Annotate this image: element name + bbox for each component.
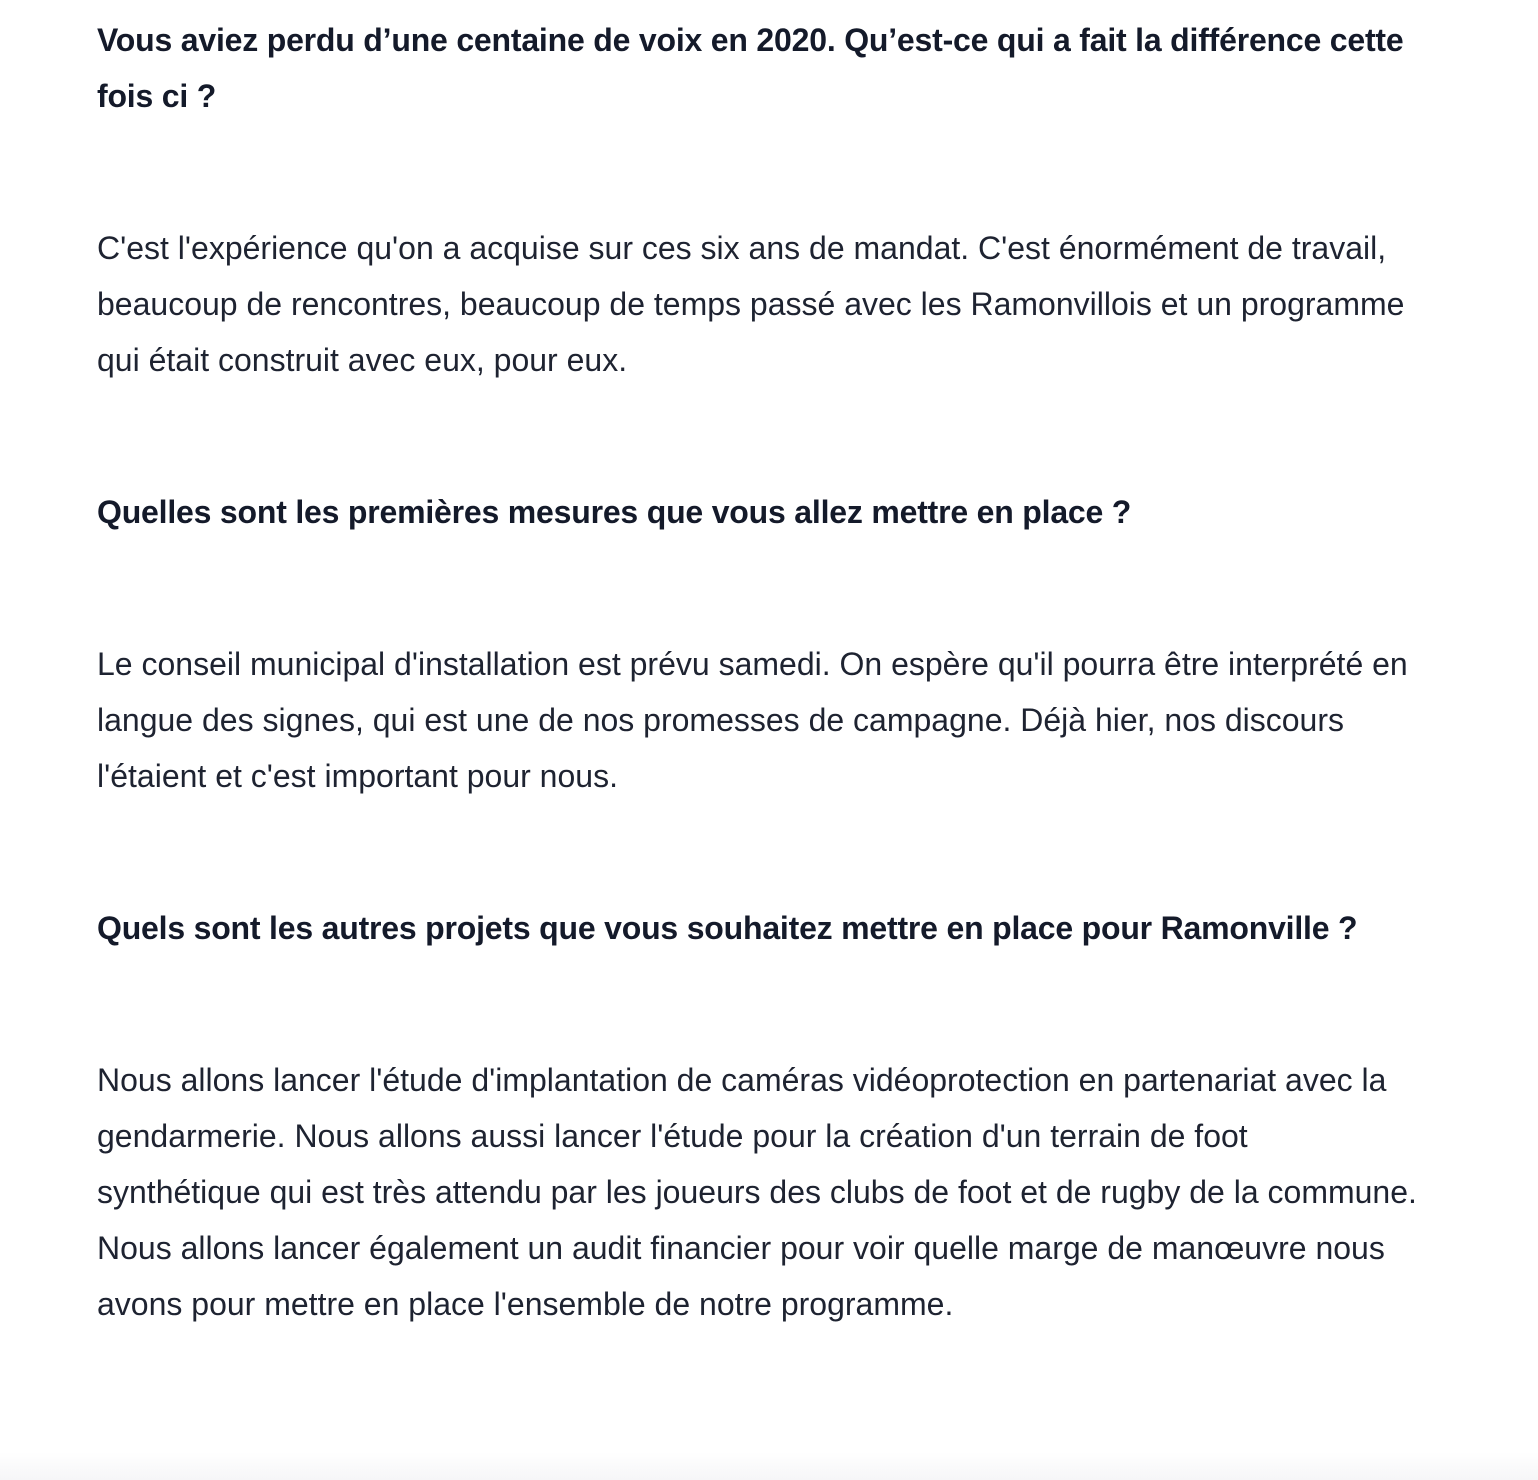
spacer — [97, 124, 1417, 220]
question-2: Quelles sont les premières mesures que vous allez mettre en place ? — [97, 494, 1132, 530]
answer-3: Nous allons lancer l'étude d'implantation de caméras vidéoprotection en partenariat avec la gendarmerie. Nous allons aussi lancer l'étude pour la création d'un terrain de foot synthétique qui est très attendu par les joueurs des clubs de foot et de rugby de la commune. Nous allons lancer également un audit financier pour voir quelle marge de manœuvre nous avons pour mettre en place l'ensemble de notre programme. — [97, 1062, 1417, 1322]
spacer — [97, 804, 1417, 900]
question-1: Vous aviez perdu d’une centaine de voix en 2020. Qu’est-ce qui a fait la différence cette fois ci ? — [97, 22, 1404, 114]
answer-1: C'est l'expérience qu'on a acquise sur ces six ans de mandat. C'est énormément de travail, beaucoup de rencontres, beaucoup de temps passé avec les Ramonvillois et un programme qui était construit avec eux, pour eux. — [97, 230, 1405, 378]
spacer — [97, 956, 1417, 1052]
bottom-fade — [0, 1452, 1538, 1480]
answer-2: Le conseil municipal d'installation est prévu samedi. On espère qu'il pourra être interprété en langue des signes, qui est une de nos promesses de campagne. Déjà hier, nos discours l'étaient et c'est important pour nous. — [97, 646, 1408, 794]
question-3: Quels sont les autres projets que vous souhaitez mettre en place pour Ramonville ? — [97, 910, 1358, 946]
article-body — [97, 12, 1417, 1332]
spacer — [97, 540, 1417, 636]
spacer — [97, 388, 1417, 484]
